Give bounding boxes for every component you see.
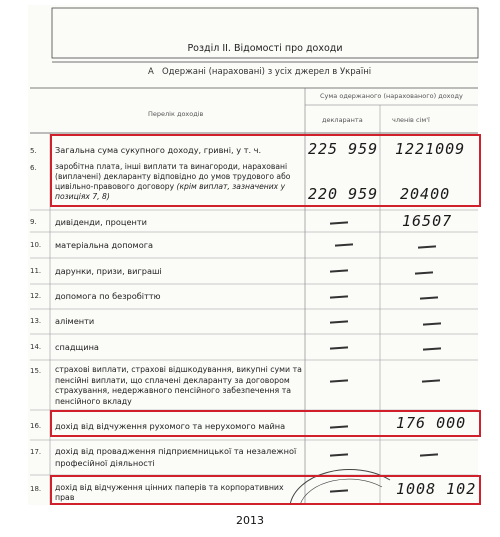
row-label: дивіденди, проценти bbox=[55, 217, 147, 227]
declarant-dash bbox=[330, 453, 348, 456]
declarant-dash bbox=[330, 346, 348, 349]
declarant-dash bbox=[330, 379, 348, 382]
family-value: 176 000 bbox=[396, 414, 467, 432]
family-dash bbox=[423, 347, 441, 350]
family-value: 1008 102 bbox=[396, 480, 477, 498]
family-value: 16507 bbox=[402, 212, 453, 230]
declarant-value: 225 959 bbox=[308, 140, 379, 158]
row-label: страхові виплати, страхові відшкодування, викупні суми та пенсійні виплати, що сплачені декларанту за договором страхування, недержавного пенсійного забезпечення та пенсійного вкладу bbox=[55, 365, 302, 406]
table-row bbox=[30, 212, 470, 232]
highlight-box-row-16 bbox=[50, 410, 481, 437]
declarant-dash bbox=[335, 243, 353, 246]
declarant-value: 220 959 bbox=[308, 185, 379, 203]
section-title: Розділ ІІ. Відомості про доходи bbox=[187, 43, 343, 54]
row-label: спадщина bbox=[55, 342, 99, 352]
column-header-declarant: декларанта bbox=[322, 116, 363, 124]
table-row bbox=[30, 286, 470, 309]
row-number: 16. bbox=[30, 422, 42, 430]
row-label-note: (крім виплат, зазначених у позиціях 7, 8) bbox=[55, 182, 286, 201]
declarant-dash bbox=[330, 221, 348, 224]
declarant-dash bbox=[330, 269, 348, 272]
family-dash bbox=[415, 271, 433, 274]
table-row bbox=[30, 311, 470, 334]
row-number: 13. bbox=[30, 317, 42, 325]
family-dash bbox=[423, 322, 441, 325]
row-number: 9. bbox=[30, 218, 37, 226]
row-number: 5. bbox=[30, 147, 37, 155]
row-label: дохід від відчуження рухомого та нерухомого майна bbox=[55, 421, 286, 431]
table-row bbox=[30, 336, 470, 360]
declarant-dash bbox=[330, 320, 348, 323]
table-row bbox=[30, 362, 470, 410]
family-dash bbox=[420, 453, 438, 456]
family-dash bbox=[422, 379, 440, 382]
row-number: 6. bbox=[30, 164, 37, 172]
row-label: дарунки, призи, виграші bbox=[55, 266, 162, 276]
family-dash bbox=[418, 245, 436, 248]
family-dash bbox=[420, 296, 438, 299]
highlight-box-row-18 bbox=[50, 475, 481, 505]
row-number: 18. bbox=[30, 485, 42, 493]
row-number: 15. bbox=[30, 367, 42, 375]
row-label: аліменти bbox=[55, 316, 95, 326]
declarant-dash bbox=[330, 295, 348, 298]
row-label: заробітна плата, інші виплати та винагороди, нараховані (виплачені) декларанту відповідно до умов трудового або цивільно-правового договору bbox=[55, 162, 291, 191]
subsection-title bbox=[148, 67, 371, 77]
section-title-box bbox=[50, 0, 480, 60]
row-number: 11. bbox=[30, 267, 42, 275]
column-header-income-list: Перелік доходів bbox=[148, 110, 204, 118]
year-caption: 2013 bbox=[236, 514, 264, 527]
row-number: 14. bbox=[30, 343, 42, 351]
row-label: матеріальна допомога bbox=[55, 240, 154, 250]
row-number: 12. bbox=[30, 292, 42, 300]
row-label: Загальна сума сукупного доходу, гривні, у т. ч. bbox=[55, 145, 262, 155]
highlight-box-rows-5-6 bbox=[50, 134, 481, 207]
table-row bbox=[30, 260, 470, 284]
row-label: дохід від відчуження цінних паперів та корпоративних прав bbox=[55, 483, 284, 502]
table-row bbox=[30, 442, 470, 475]
column-header-amount: Сума одержаного (нарахованого) доходу bbox=[320, 92, 463, 100]
table-row bbox=[30, 234, 470, 258]
row-label: допомога по безробіттю bbox=[55, 291, 161, 301]
subsection-letter: А bbox=[148, 67, 154, 77]
family-value: 1221009 bbox=[395, 140, 466, 158]
column-header-family: членів сім'ї bbox=[392, 116, 430, 124]
row-label: дохід від провадження підприємницької та незалежної професійної діяльності bbox=[55, 446, 297, 468]
row-number: 10. bbox=[30, 241, 42, 249]
row-number: 17. bbox=[30, 448, 42, 456]
family-value: 20400 bbox=[400, 185, 451, 203]
subsection-text: Одержані (нараховані) з усіх джерел в Україні bbox=[161, 67, 372, 77]
